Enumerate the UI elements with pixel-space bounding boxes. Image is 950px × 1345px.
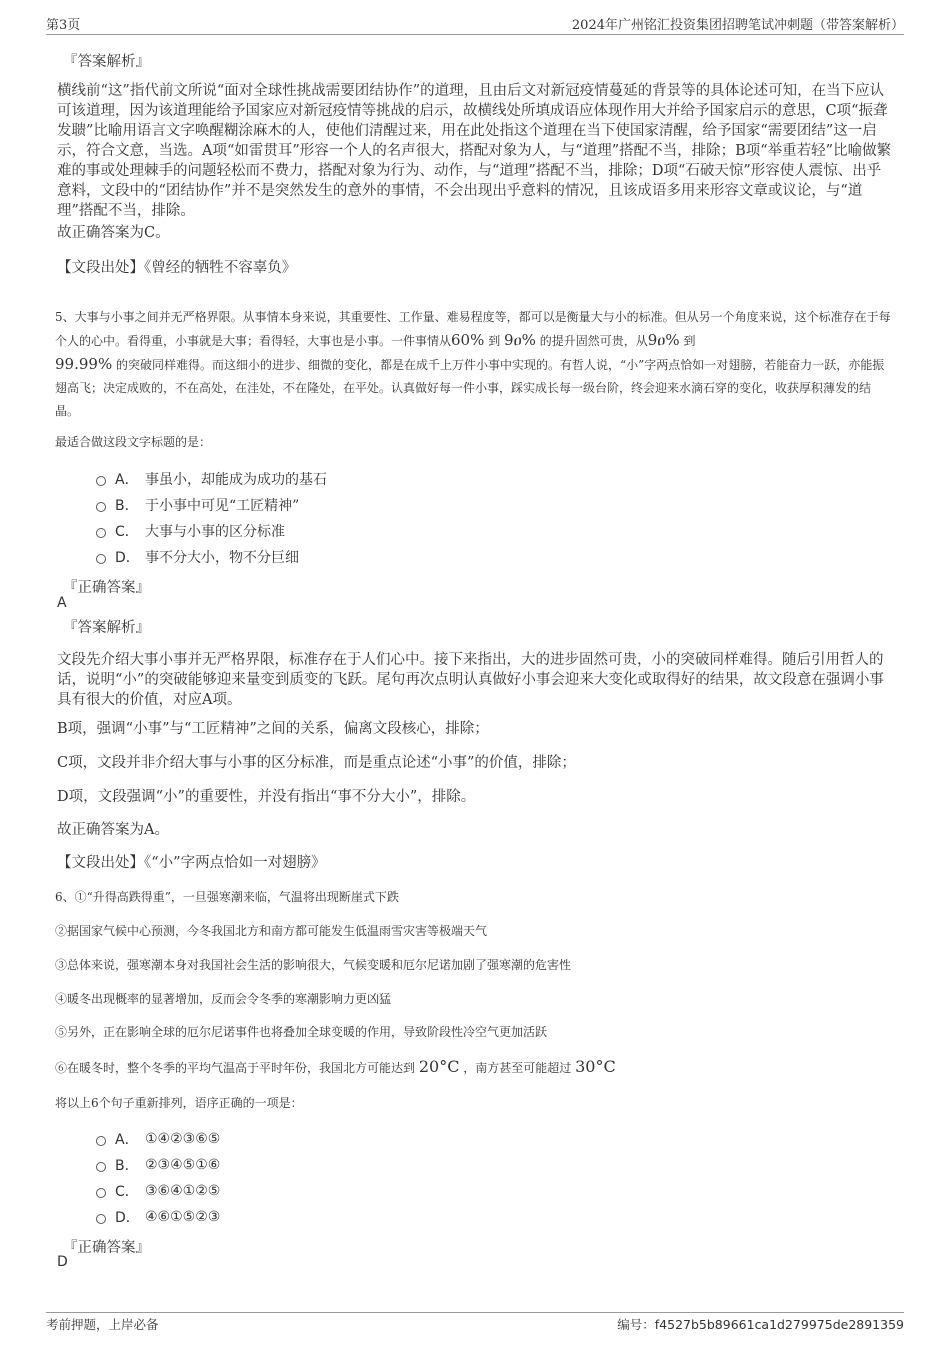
option-text: ④⑥①⑤②③ [145,1209,221,1225]
q6-sentence-5: ⑤另外，正在影响全球的厄尔尼诺事件也将叠加全球变暖的作用，导致阶段性冷空气更加活跃 [55,1025,548,1039]
option-text: 事不分大小，物不分巨细 [145,550,299,566]
q5-option-c[interactable] [96,520,285,542]
q6-s6b: ，南方甚至可能超过 [463,1061,572,1075]
q5-stem-b: 的突破同样难得。而这细小的进步、细微的变化，都是在成千上万件小事中实现的。有哲人说，“小”字两点恰如一对翅膀，若能奋力一跃，亦能振翅高飞；决定成败的，不在高处，在洼处，不在隆处，在平处。认真做好每一件小事，踩实成长每一级台阶，终会迎来水滴石穿的变化，收获厚积薄发的结晶。 [55,358,885,418]
option-text: 事虽小，却能成为成功的基石 [145,472,327,488]
document-title: 2024年广州铭汇投资集团招聘笔试冲刺题（带答案解析） [571,18,904,33]
q6-sentence-2: ②据国家气候中心预测，今冬我国北方和南方都可能发生低温雨雪灾害等极端天气 [55,924,488,938]
footer-slogan: 考前押题，上岸必备 [46,1317,159,1332]
radio-icon[interactable] [96,1162,106,1172]
option-letter: B． [115,1158,139,1174]
q5-to-2: 到 [683,334,696,348]
q4-analysis: 横线前“这”指代前文所说“面对全球性挑战需要团结协作”的道理，且由后文对新冠疫情蔓延的背景等的具体论述可知，在当下应认可该道理，因为该道理能给予国家应对新冠疫情等挑战的启示，故横线处所填成语应体现作用大并给予国家启示的意思，C项“振聋发聩”比喻用语言文字唤醒糊涂麻木的人，使他们清醒过来，用在此处指这个道理在当下使国家清醒，给予国家“需要团结”这一启示，符合文意，当选。A项“如雷贯耳”形容一个人的名声很大，搭配对象为人，与“道理”搭配不当，排除；B项“举重若轻”比喻做繁难的事或处理棘手的问题轻松而不费力，搭配对象为行为、动作，与“道理”搭配不当，排除；D项“石破天惊”形容使人震惊、出乎意料，文段中的“团结协作”并不是突然发生的意外的事情，不会出现出乎意料的情况，且该成语多用来形容文章或议论，与“道理”搭配不当，排除。 [57,83,892,219]
q5-option-a[interactable] [96,468,327,490]
q5-stem-a: 5、大事与小事之间并无严格界限。从事情本身来说，其重要性、工作量、难易程度等，都可以是衡量大与小的标准。但从另一个角度来说，这个标准存在于每个人的心中。看得重，小事就是大事；看得轻，大事也是小事。一件事情从 [55,310,891,348]
math-30c: 30°C [575,1057,616,1076]
q5-option-b[interactable] [96,494,299,516]
option-letter: D． [115,550,140,566]
q6-sentence-6 [55,1058,616,1077]
option-text: ③⑥④①②⑤ [145,1183,221,1199]
option-text: ②③④⑤①⑥ [145,1157,221,1173]
q4-conclusion: 故正确答案为C。 [57,225,170,241]
radio-icon[interactable] [96,476,106,486]
math-90pct-1: 9ዐ% [504,331,536,349]
q6-option-b[interactable] [96,1154,220,1176]
q5-analysis: 文段先介绍大事小事并无严格界限，标准存在于人们心中。接下来指出，大的进步固然可贵，小的突破同样难得。随后引用哲人的话，说明“小”的突破能够迎来量变到质变的飞跃。尾句再次点明认真做好小事会迎来大变化或取得好的结果，故文段意在强调小事具有很大的价值，对应A项。 [57,652,884,708]
q6-s6a: ⑥在暖冬时，整个冬季的平均气温高于平时年份，我国北方可能达到 [55,1061,416,1075]
q5-option-d-analysis: D项，文段强调“小”的重要性，并没有指出“事不分大小”，排除。 [57,789,476,805]
q5-option-d[interactable] [96,546,299,568]
q6-sentence-3: ③总体来说，强寒潮本身对我国社会生活的影响很大，气候变暖和厄尔尼诺加剧了强寒潮的危害性 [55,958,572,972]
page-header [46,14,904,35]
q5-prompt: 最适合做这段文字标题的是： [55,435,212,449]
option-letter: C． [115,524,139,540]
radio-icon[interactable] [96,502,106,512]
q6-prompt: 将以上6个句子重新排列，语序正确的一项是： [55,1096,303,1110]
math-90pct-2: 9ዐ% [647,331,680,349]
option-text: 大事与小事的区分标准 [145,524,285,540]
option-text: ①④②③⑥⑤ [145,1131,221,1147]
document-id: 编号：f4527b5b89661ca1d279975de2891359 [617,1317,904,1332]
radio-icon[interactable] [96,1214,106,1224]
option-text: 于小事中可见“工匠精神” [145,498,300,514]
radio-icon[interactable] [96,1136,106,1146]
q4-source: 【文段出处】《曾经的牺牲不容辜负》 [57,260,297,276]
q6-option-c[interactable] [96,1180,220,1202]
option-letter: A． [115,1132,139,1148]
option-letter: A． [115,472,139,488]
radio-icon[interactable] [96,528,106,538]
math-20c: 20°C [418,1057,460,1076]
q5-to-1: 到 [488,334,501,348]
math-9999pct: 99.99% [55,355,113,373]
q5-conclusion: 故正确答案为A。 [57,822,169,838]
math-60pct: 60% [451,331,485,349]
q5-t2: 的提升固然可贵，从 [539,334,648,348]
q4-analysis-label: 『答案解析』 [63,54,150,70]
radio-icon[interactable] [96,1188,106,1198]
page-number: 第3页 [46,18,81,33]
q5-analysis-label: 『答案解析』 [63,620,150,636]
option-letter: B． [115,498,139,514]
q6-sentence-1: 6、①“升得高跌得重”，一旦强寒潮来临，气温将出现断崖式下跌 [55,890,399,904]
option-letter: D． [115,1210,140,1226]
q5-source: 【文段出处】《“小”字两点恰如一对翅膀》 [57,855,326,871]
q5-answer-label: 『正确答案』 [63,580,150,596]
page-footer [46,1312,904,1335]
q5-answer: A [57,595,67,611]
q6-option-a[interactable] [96,1128,220,1150]
q5-option-b-analysis: B项，强调“小事”与“工匠精神”之间的关系，偏离文段核心，排除； [57,721,489,737]
radio-icon[interactable] [96,554,106,564]
q6-sentence-4: ④暖冬出现概率的显著增加，反而会令冬季的寒潮影响力更凶猛 [55,992,392,1006]
q6-option-d[interactable] [96,1206,220,1228]
option-letter: C． [115,1184,139,1200]
q6-answer-label: 『正确答案』 [63,1240,150,1256]
q6-answer: D [57,1254,68,1270]
q5-stem [55,306,893,423]
q5-option-c-analysis: C项，文段并非介绍大事与小事的区分标准，而是重点论述“小事”的价值，排除； [57,755,576,771]
